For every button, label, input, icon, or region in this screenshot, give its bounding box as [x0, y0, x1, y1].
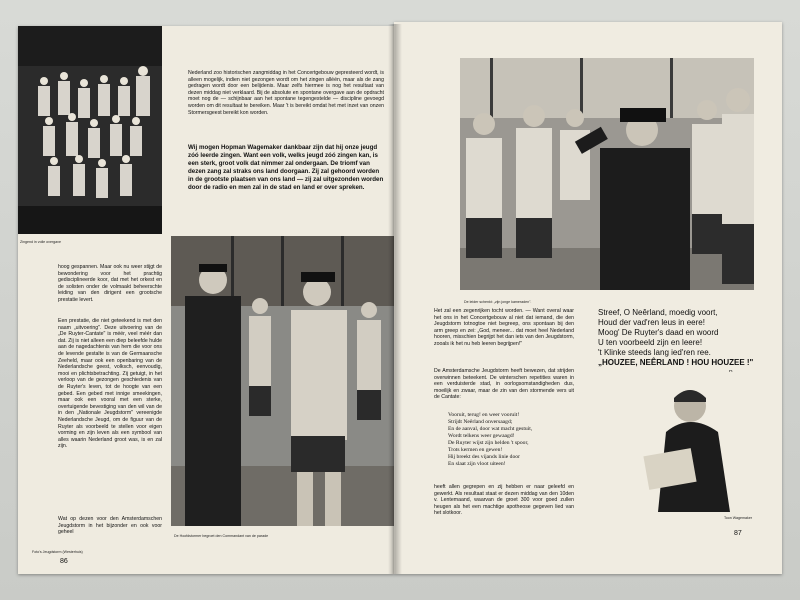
greeting-photo-caption: De Hoofdstormer begroet den Commandant van de parade	[174, 534, 269, 538]
conductor-photo-caption: Toon Wagemaker	[724, 516, 753, 520]
salute-photo	[460, 58, 754, 290]
verse-line: Houd der vad'ren leus in eere!	[598, 318, 705, 327]
right-page	[394, 22, 782, 574]
poem-line: En slaat zijn vloot uiteen!	[448, 461, 506, 467]
column-paragraph-1: hoog gespannen. Maar ook nu weer stijgt de bewondering voor het prachtig gedisciplineerde koor, dat met het orkest en de solisten onder de volmaakt beheerschte leiding van den dirigent een grootsche prestatie levert.	[58, 264, 162, 303]
poem-line: Strijdt Neêrland onversaagd;	[448, 419, 513, 425]
verse-line: 't Klinke steeds lang ied'ren ree.	[598, 348, 711, 357]
right-paragraph-3: heeft allen gegrepen en zij hebben er naar geleefd en gewerkt. Als resultaat staat er dezen middag van den 10den v. Lentemaand, waarvan de groet 300 voor goed zullen heugen als het een machtige apotheose gegeven lied van het slotkoor.	[434, 484, 574, 517]
poem-line: Vooruit, terug! en weer vooruit!	[448, 412, 520, 418]
left-page	[18, 26, 394, 574]
column-paragraph-3: Wat op dezen voor den Amsterdamschen Jeugdstorm in het bijzonder en ook voor geheel	[58, 516, 162, 536]
verse-final-line: „HOUZEE, NEÊRLAND ! HOU HOUZEE !"	[598, 358, 754, 367]
page-number-right: 87	[734, 530, 742, 537]
conductor-photo	[626, 372, 754, 512]
right-paragraph-2: De Amsterdamsche Jeugdstorm heeft bewezen, dat strijden overwinnen beteekent. De winterschen repetities waren in een verduisterde stad, in oorlogsomstandigheden dus, moeilijk en zwaar, maar de zin van den stormende vers uit de Cantate:	[434, 368, 574, 401]
salute-photo-caption: De leider schenkt: „zijn jonge kameraden".	[464, 300, 532, 304]
intro-paragraph: Nederland zoo historischen zangmiddag in het Concertgebouw gepresteerd wordt, is alleen mogelijk, indien niet gezongen wordt om het zingen alléén, maar als de zang gedragen wordt door een belijdenis. Maar zelfs hiermee is nog het resultaat van dezen middag niet verklaard. Bij de absolute en spontane overgave aan de opdracht moet nog de — schijnbaar aan het spontane tegengestelde — discipline gevoegd worden om dit resultaat te bereiken. Maar 't is bereikt omdat het met inzet van onzen Stormersgeest bereikt kon worden.	[188, 70, 384, 116]
poem-line: De Ruyter wijst zijn helden 't spoor,	[448, 440, 529, 446]
choir-photo	[18, 26, 162, 234]
greeting-photo	[171, 236, 394, 526]
photo-credit-caption: Foto's Jeugdstorm (Westerhuis)	[32, 550, 83, 554]
bold-paragraph: Wij mogen Hopman Wagemaker dankbaar zijn dat hij onze jeugd zóó leerde zingen. Want een volk, welks jeugd zóó zingen kan, is een sterk, groot volk dat nimmer zal ondergaan. De triomf van dezen zang zal straks ons land doorgaan. Zij zal gehoord worden in de grootste plaatsen van ons land — zij zal uitgezonden worden door de radio en men zal in de stad en land er over spreken.	[188, 144, 384, 191]
right-paragraph-1: Het zal een zegenrijken tocht worden. — Want overal waar het ons in het Concertgebouw al niet dat iemand, die den Jeugdstorm totnogtoe niet begreep, ons spontaan bij den arm greep en zei: „God, meneer... dat moet heel Nederland hooren, misschien begrijpt het dan iets van den Jeugdstorm, zooals ik het nu heb leeren begrijpen!"	[434, 308, 574, 347]
column-paragraph-2: Een prestatie, die niet geteekend is met den naam „uitvoering". Deze uitvoering van de „De Ruyter-Cantate" is méér, veel méér dan dat. Zij is niet alleen een diep beleefde hulde aan de nagedachtenis van hem die voor ons de levende gestalte is van de Germaansche Zeeheld, maar ook een openbaring van de Nederlandsche geest, volksch, eenvoudig, mooi en plichtsbetrachting. Zij getuigt, in het verloop van de gezongen geschiedenis van de Ruyter's leven, tot de hoogte van een gebed. Een gebed met innige smeekingen, maar ook een vooral met een sterke, overtuigende bevestiging van den wil van de in den „Nationale Jeugdstorm" vereenigde Nederlandsche Jeugd, om de figuur van de Ruyter als voorbeeld te stellen voor eigen vorming en zijn leven als een symbool van alles waarin Nederland groot was, is en zal zijn.	[58, 318, 162, 450]
verse-line: Streef, O Neêrland, moedig voort,	[598, 308, 718, 317]
choir-photo-caption: Zingend in volle overgave	[20, 240, 61, 244]
verse-line: Moog' De Ruyter's daad en woord	[598, 328, 719, 337]
cantate-poem	[448, 412, 578, 468]
poem-line: Wordt telkens weer gewaagd!	[448, 433, 515, 439]
poem-line: En de aanval, door wat macht gestuit,	[448, 426, 533, 432]
verse-line: U ten voorbeeld zijn en leere!	[598, 338, 703, 347]
poem-line: Trots kermen en gewen!	[448, 447, 503, 453]
closing-verse	[598, 308, 774, 378]
page-number-left: 86	[60, 558, 68, 565]
poem-line: Hij breekt des vijands linie door	[448, 454, 520, 460]
book-gutter	[388, 24, 402, 574]
